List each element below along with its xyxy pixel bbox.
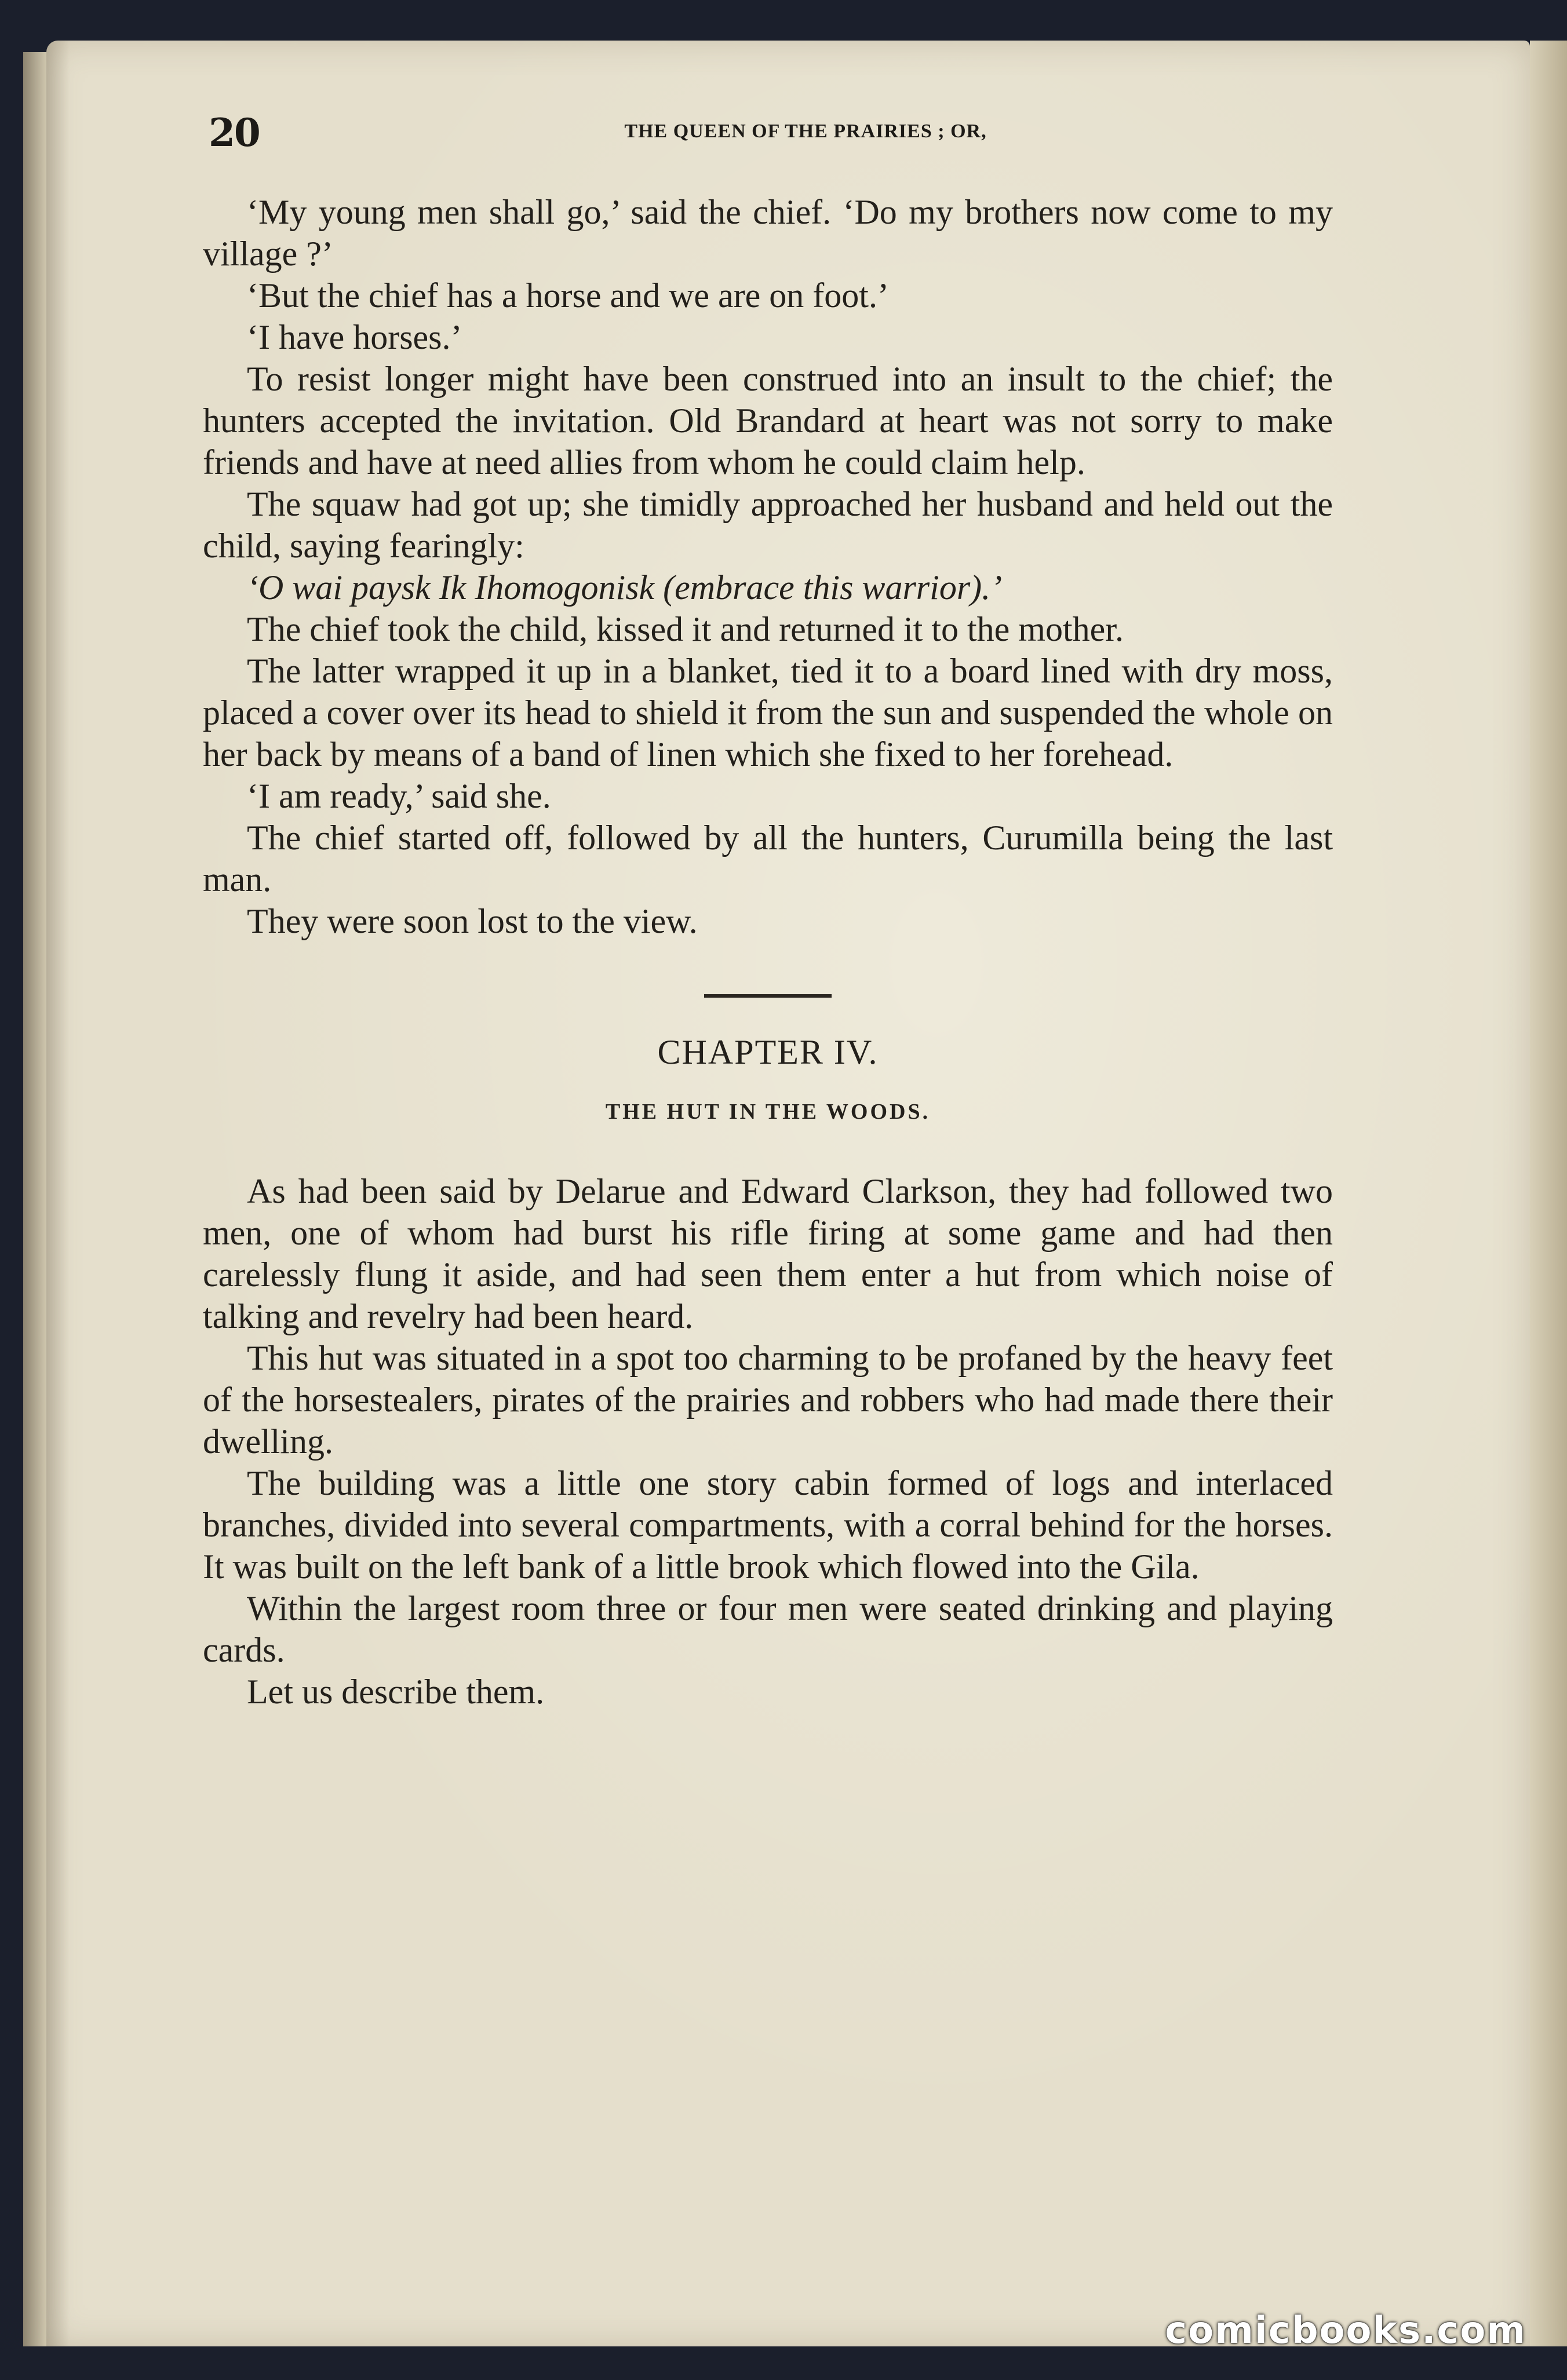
page-binding-edge: [23, 52, 46, 2346]
running-head: THE QUEEN OF THE PRAIRIES ; OR,: [624, 121, 987, 142]
paragraph: The chief started off, followed by all the hunters, Curumilla being the last man.: [203, 819, 1333, 899]
facing-page-edge: [1530, 41, 1567, 2346]
paragraph: The latter wrapped it up in a blanket, tied it to a board lined with dry moss, placed a cover over its head to shield it from the sun and suspended the whole on her back by means of a band of linen which she fixed to her forehead.: [203, 652, 1333, 773]
paragraph: The squaw had got up; she timidly approached her husband and held out the child, saying fearingly:: [203, 485, 1333, 565]
chapter-title: CHAPTER IV.: [657, 1033, 879, 1071]
paragraph: They were soon lost to the view.: [247, 902, 698, 940]
paragraph: ‘I am ready,’ said she.: [247, 777, 551, 815]
chapter-subtitle: THE HUT IN THE WOODS.: [605, 1100, 931, 1124]
paragraph: ‘My young men shall go,’ said the chief. ‘Do my brothers now come to my village ?’: [203, 193, 1333, 273]
paragraph: Let us describe them.: [247, 1673, 545, 1711]
page-header: [209, 110, 1333, 162]
page-text: [203, 191, 1333, 1713]
paragraph: The building was a little one story cabin formed of logs and interlaced branches, divided into several compartments, with a corral behind for the horses. It was built on the left bank of a little brook which flowed into the Gila.: [203, 1464, 1333, 1586]
section-divider: [704, 994, 832, 998]
paragraph: Within the largest room three or four men were seated drinking and playing cards.: [203, 1589, 1333, 1669]
watermark-logo: comicbooks.com: [1165, 2309, 1526, 2352]
paragraph: The chief took the child, kissed it and returned it to the mother.: [247, 610, 1124, 648]
paragraph-italic-quote: ‘O wai paysk Ik Ihomogonisk (embrace this warrior).’: [247, 568, 1003, 607]
paragraph: As had been said by Delarue and Edward Clarkson, they had followed two men, one of whom had burst his rifle firing at some game and had then carelessly flung it aside, and had seen them enter a hut from which noise of talking and revelry had been heard.: [203, 1172, 1333, 1335]
paragraph: ‘But the chief has a horse and we are on foot.’: [247, 276, 889, 315]
paragraph: This hut was situated in a spot too charming to be profaned by the heavy feet of the horsestealers, pirates of the prairies and robbers who had made there their dwelling.: [203, 1339, 1333, 1461]
paragraph: To resist longer might have been construed into an insult to the chief; the hunters accepted the invitation. Old Brandard at heart was not sorry to make friends and have at need allies from whom he could claim help.: [203, 360, 1333, 481]
page-number: 20: [209, 110, 260, 155]
paragraph: ‘I have horses.’: [247, 318, 462, 356]
